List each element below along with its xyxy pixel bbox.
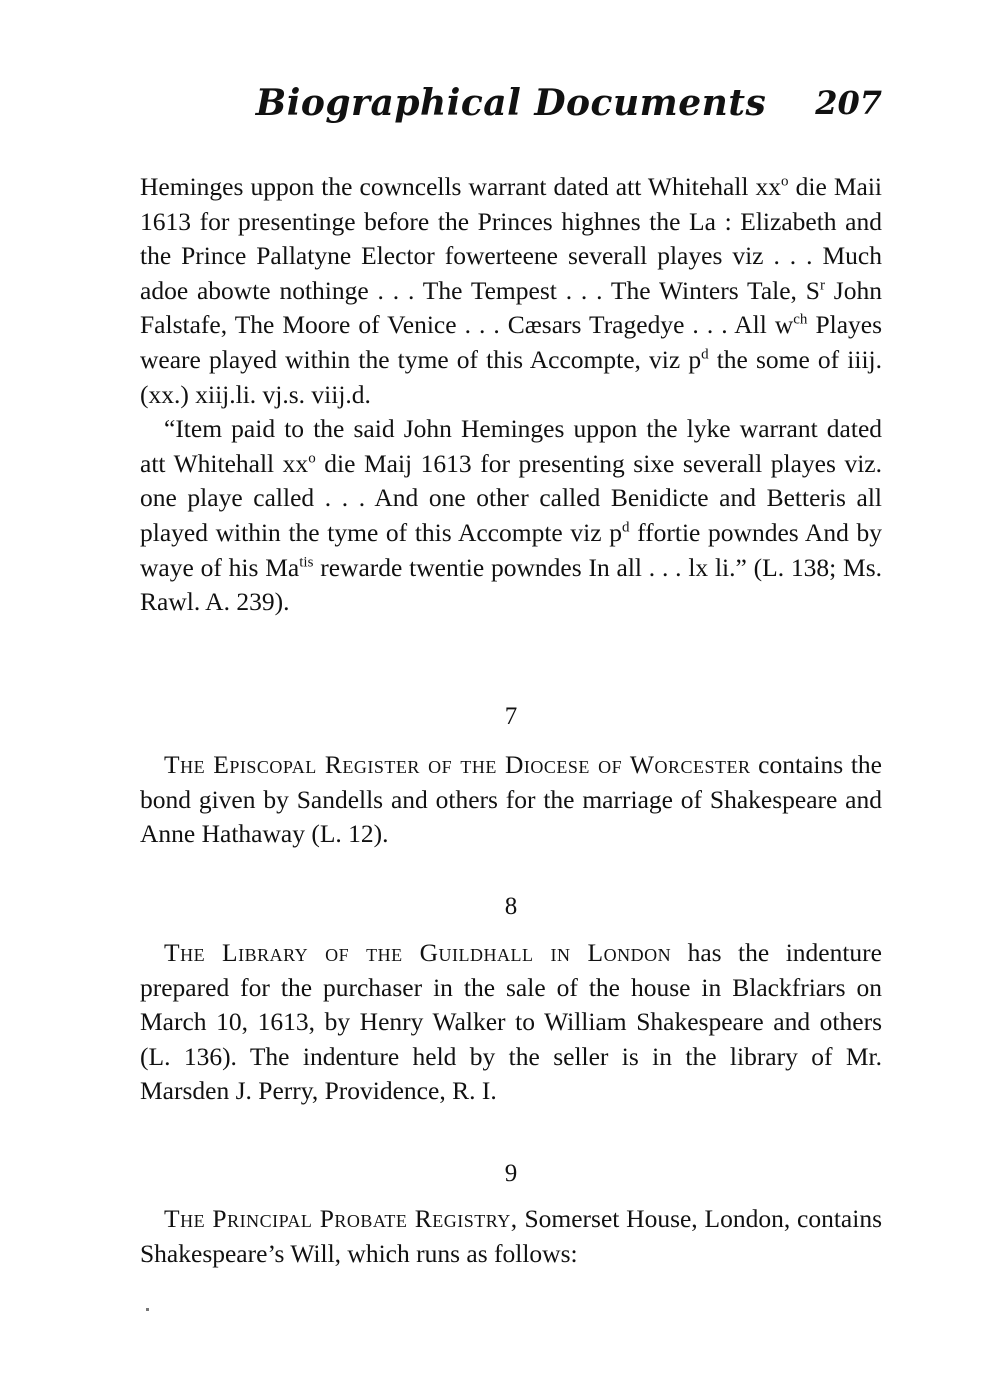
text-line: The Moore of Venice . . . Cæsars Tragedye . . . All w	[234, 310, 794, 340]
superscript: o	[308, 450, 316, 467]
text-line: “Item paid to the said John Heminges uppon the lyke	[164, 414, 731, 444]
text-line: called Benidicte and Betteris all played within the tyme of	[140, 483, 883, 547]
section-number-9: 9	[504, 1160, 518, 1187]
page-header	[140, 82, 882, 142]
superscript: tis	[299, 554, 314, 571]
paragraph	[140, 936, 882, 1109]
ink-speck	[146, 1308, 149, 1311]
text-line: sixe severall playes viz. one playe called . . . And one other	[140, 448, 882, 513]
text-line: The Tempest . . . The Winters Tale, S	[422, 275, 820, 305]
section-8	[140, 936, 882, 1109]
text-line: Ms. Rawl. A. 239).	[140, 552, 883, 617]
paragraph	[140, 170, 882, 412]
text-line: the La : Elizabeth and the Prince Pallatyne Elector fowerteene	[140, 206, 882, 271]
section-body: contains the bond given by Sandells and others for the marriage of Shakespeare and Anne Hathaway (L. 12).	[140, 750, 882, 849]
section-heading: The Principal Probate Registry,	[164, 1204, 518, 1233]
superscript: d	[701, 346, 709, 363]
paragraph	[140, 412, 882, 620]
text-line: die Maij 1613 for presenting	[315, 448, 625, 478]
text-line: this Accompte viz p	[414, 517, 622, 547]
text-line: severall playes viz . . . Much adoe abowte nothinge . . .	[140, 241, 883, 305]
section-6-continuation	[140, 170, 882, 620]
section-body: has the indenture prepared for the purchaser in the sale of the house in Blackfriars on March 10, 1613, by Henry Walker to William Shakespeare and others (L. 136). The indenture held by the seller is in the library of Mr. Marsden J. Perry, Providence, R. I.	[140, 938, 882, 1106]
text-line: rewarde twentie powndes In all . . . lx li.” (L. 138;	[313, 552, 837, 582]
text-line: ffortie powndes And by waye of his	[140, 517, 883, 582]
text-line: warrant dated att Whitehall xx	[140, 414, 883, 478]
section-heading: The Episcopal Register of the Diocese of Worcester	[164, 750, 751, 779]
superscript: r	[819, 277, 825, 294]
section-9	[140, 1202, 882, 1271]
section-body: Somerset House, London, contains Shakespeare’s Will, which runs as follows:	[140, 1204, 882, 1268]
text-line: p	[688, 344, 702, 374]
running-title: Biographical Documents	[255, 82, 767, 124]
superscript: ch	[793, 311, 808, 328]
page-number: 207	[815, 84, 882, 122]
section-7	[140, 748, 882, 852]
text-line: the some of iiij. (xx.) xiij.li. vj.s. viij.d.	[140, 344, 883, 409]
section-heading: The Library of the Guildhall in London	[164, 938, 672, 967]
text-line: Playes weare played within the tyme of this Accompte, viz	[140, 310, 883, 374]
section-number-7: 7	[504, 703, 518, 730]
superscript: o	[781, 173, 789, 190]
superscript: d	[621, 519, 630, 536]
section-number-8: 8	[504, 893, 518, 920]
text-line: John Falstafe,	[140, 275, 882, 340]
text-line: Heminges uppon the cowncells warrant dated att Whitehall	[140, 172, 749, 201]
paragraph	[140, 1202, 882, 1271]
text-line: xx	[755, 172, 782, 201]
paragraph	[140, 748, 882, 852]
text-line: Ma	[265, 552, 300, 582]
text-line: die Maii 1613 for presentinge before the Princes highnes	[140, 172, 882, 236]
